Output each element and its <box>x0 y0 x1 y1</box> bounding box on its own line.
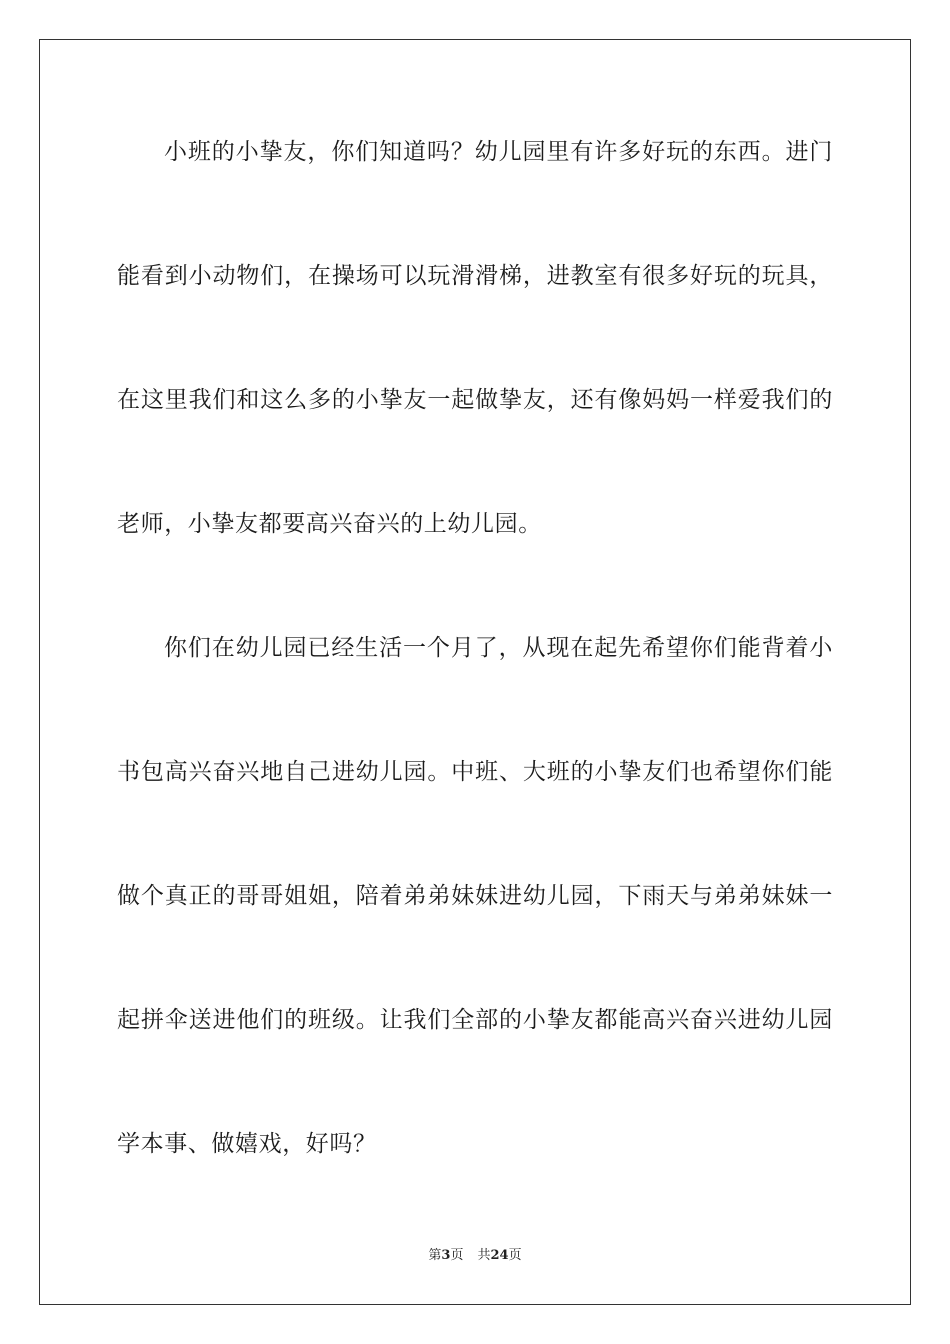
paragraph-2-line-3: 做个真正的哥哥姐姐，陪着弟弟妹妹进幼儿园，下雨天与弟弟妹妹一 <box>117 883 833 909</box>
page-border <box>39 39 911 1305</box>
page-suffix: 页 <box>450 1248 464 1263</box>
paragraph-1-line-4: 老师，小挚友都要高兴奋兴的上幼儿园。 <box>117 511 542 537</box>
total-suffix: 页 <box>508 1248 522 1263</box>
total-prefix: 共 <box>477 1248 491 1263</box>
page-number: 3 <box>441 1248 451 1263</box>
paragraph-2-line-1: 你们在幼儿园已经生活一个月了，从现在起先希望你们能背着小 <box>164 635 833 661</box>
page-prefix: 第 <box>428 1248 442 1263</box>
paragraph-1-line-1: 小班的小挚友，你们知道吗？幼儿园里有许多好玩的东西。进门 <box>164 139 833 165</box>
paragraph-2-line-2: 书包高兴奋兴地自己进幼儿园。中班、大班的小挚友们也希望你们能 <box>117 759 833 785</box>
page-footer <box>0 1247 950 1265</box>
paragraph-1-line-2: 能看到小动物们，在操场可以玩滑滑梯，进教室有很多好玩的玩具， <box>117 263 833 289</box>
paragraph-2-line-4: 起拼伞送进他们的班级。让我们全部的小挚友都能高兴奋兴进幼儿园 <box>117 1007 833 1033</box>
total-pages: 24 <box>490 1248 509 1263</box>
paragraph-1-line-3: 在这里我们和这么多的小挚友一起做挚友，还有像妈妈一样爱我们的 <box>117 387 833 413</box>
paragraph-2-line-5: 学本事、做嬉戏，好吗？ <box>117 1131 377 1157</box>
